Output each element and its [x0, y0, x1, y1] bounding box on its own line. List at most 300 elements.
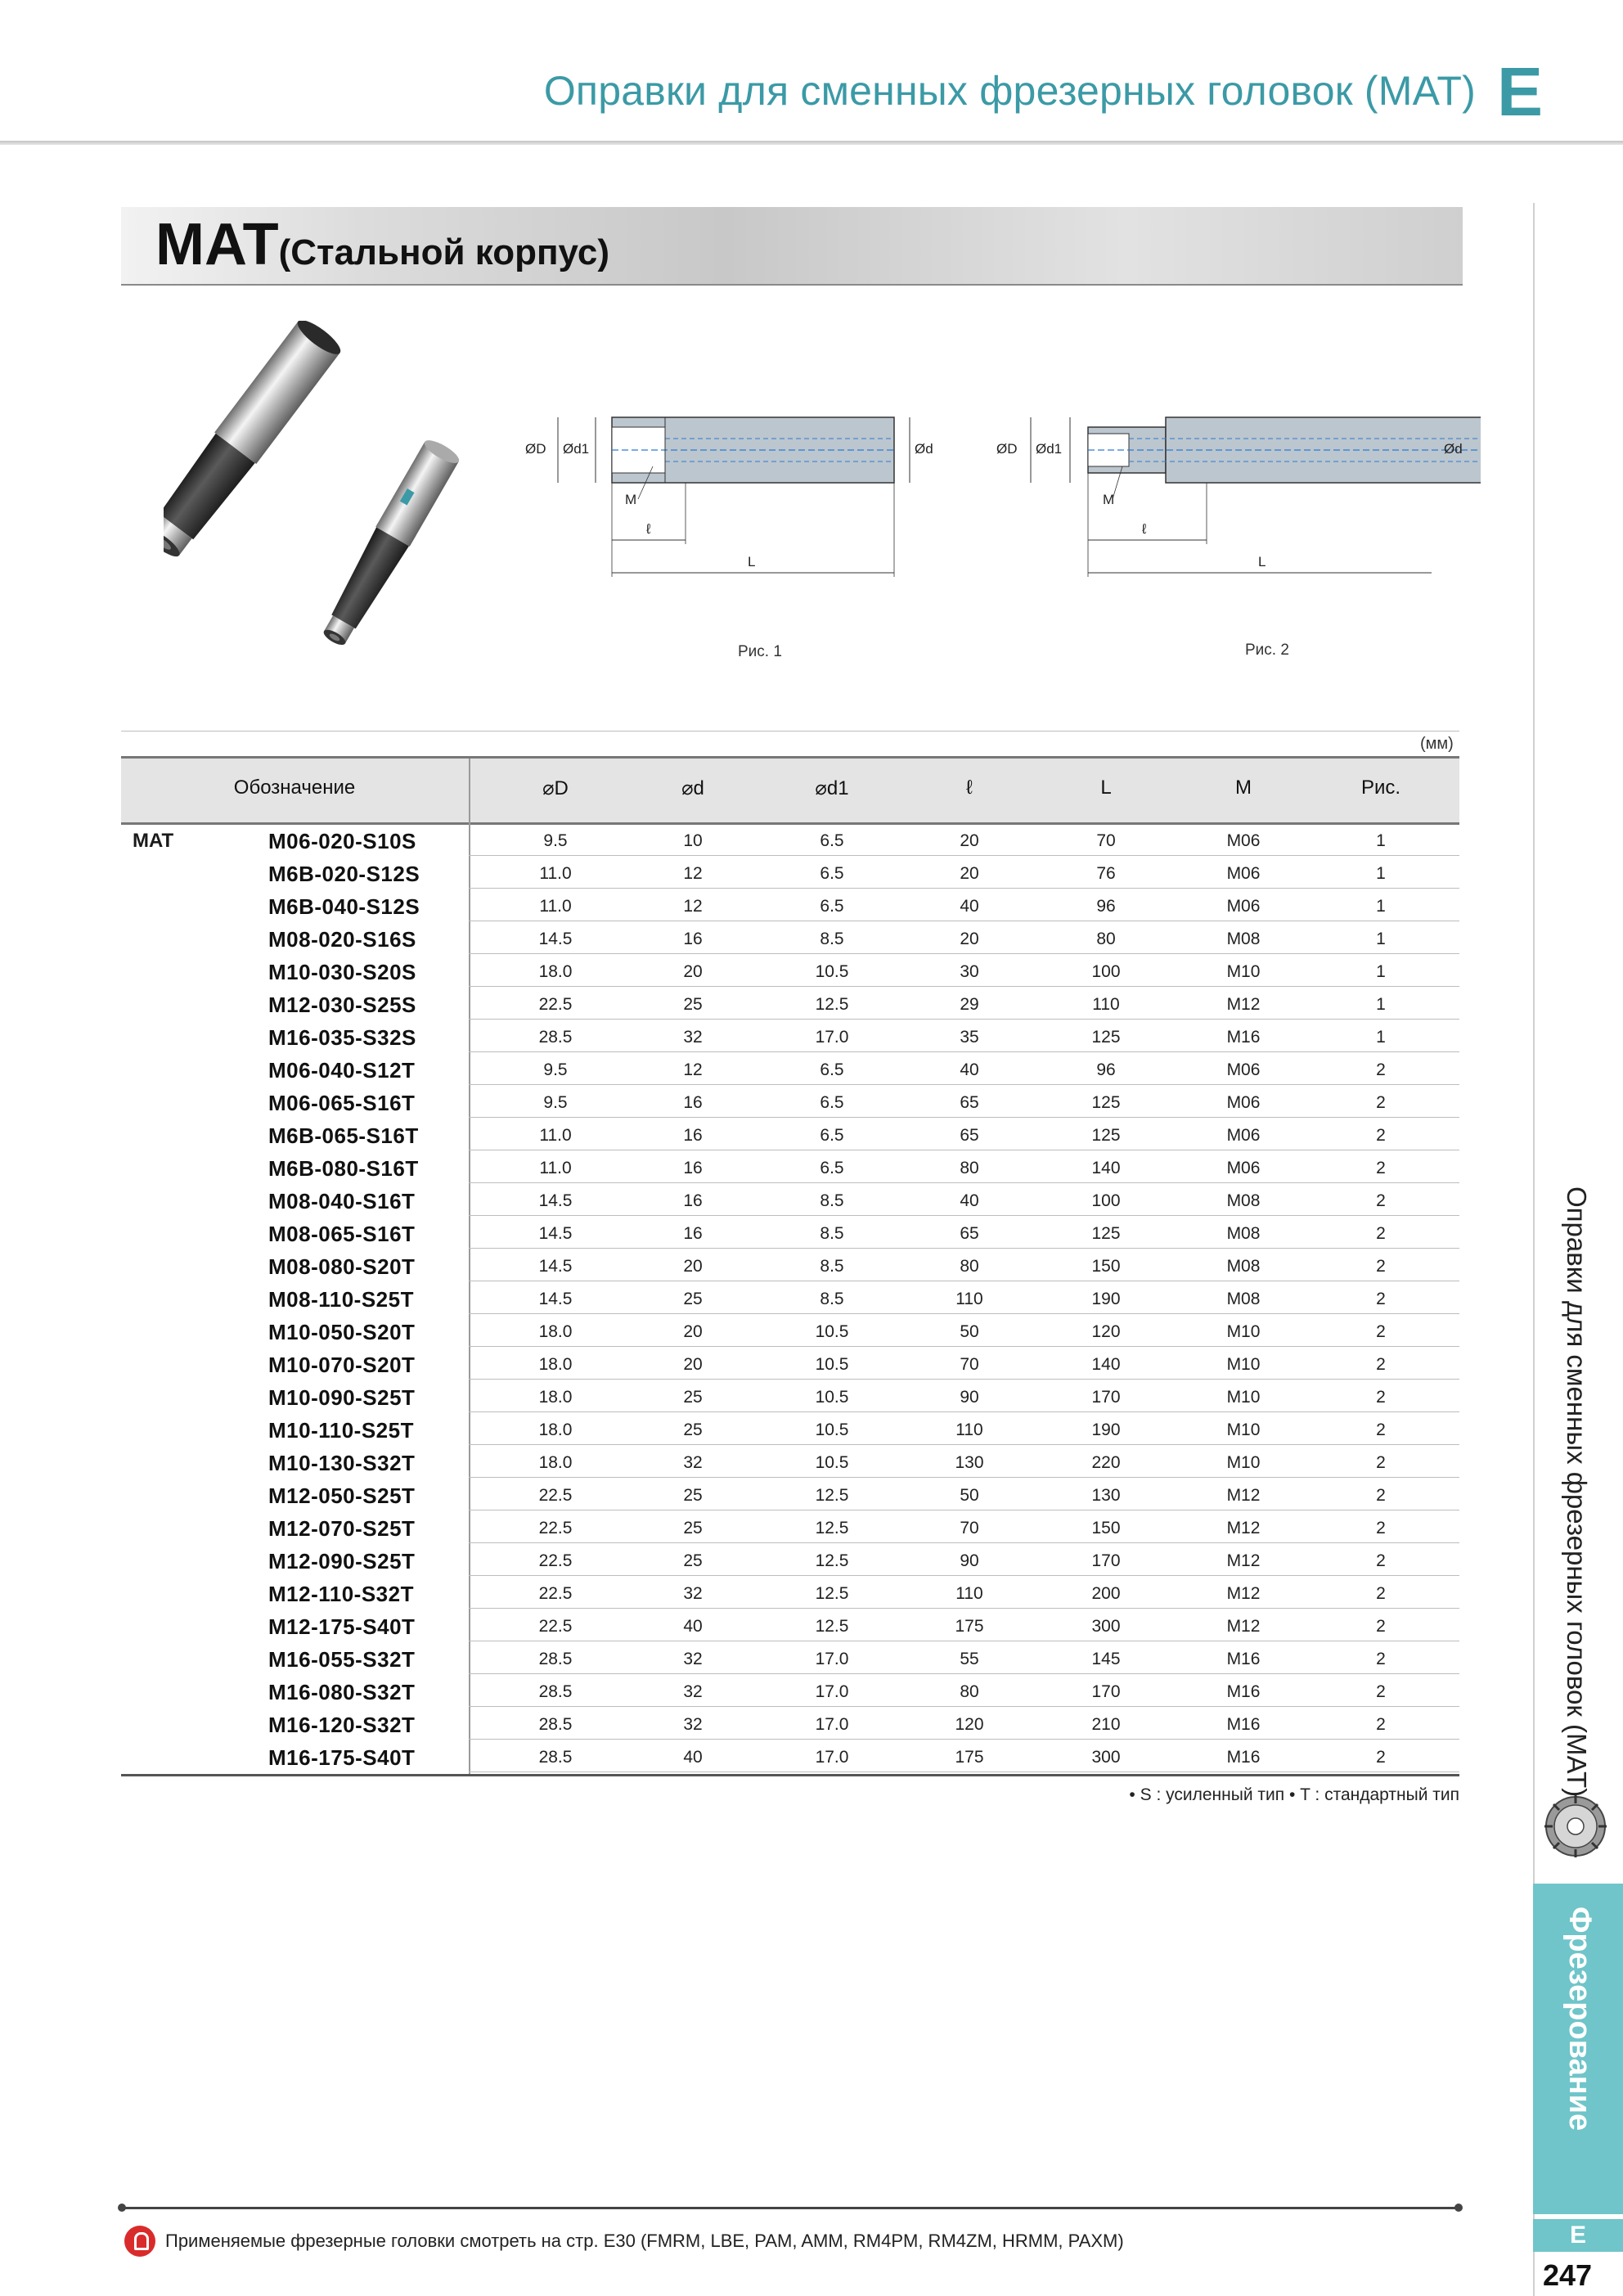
d1-cell: 10.5	[815, 1355, 849, 1374]
d-cell: 16	[683, 1093, 703, 1112]
L-cell: 150	[1091, 1519, 1121, 1537]
d-cell: 32	[683, 1453, 703, 1472]
fig1-label-M: M	[625, 492, 637, 507]
L-cell: 200	[1091, 1584, 1121, 1603]
D-cell: 14.5	[538, 1191, 573, 1210]
designation-cell: M6B-065-S16T	[268, 1123, 419, 1148]
designation-cell: M08-020-S16S	[268, 927, 416, 952]
table-row	[121, 1380, 1459, 1412]
fig-cell: 2	[1376, 1257, 1386, 1276]
d-cell: 10	[683, 831, 703, 850]
D-cell: 22.5	[538, 1617, 573, 1636]
fig1-label-D: ØD	[525, 441, 546, 457]
footer-divider	[121, 2207, 1459, 2209]
M-cell: M10	[1226, 1388, 1261, 1407]
l-cell: 110	[955, 1420, 983, 1439]
D-cell: 22.5	[538, 1486, 573, 1505]
d-cell: 25	[683, 995, 703, 1014]
header-fig: Рис.	[1360, 777, 1401, 799]
header-D: ⌀D	[542, 777, 569, 799]
M-cell: M16	[1226, 1715, 1261, 1734]
fig-cell: 2	[1376, 1355, 1386, 1374]
d-cell: 20	[683, 1322, 703, 1341]
d-cell: 40	[683, 1748, 703, 1767]
designation-cell: M16-035-S32S	[268, 1025, 416, 1050]
d1-cell: 12.5	[815, 1551, 849, 1570]
milling-cutter-icon	[1541, 1792, 1610, 1861]
fig-cell: 1	[1376, 930, 1386, 948]
D-cell: 18.0	[538, 1322, 573, 1341]
fig2-label-D: ØD	[996, 441, 1018, 457]
l-cell: 65	[960, 1224, 979, 1243]
header-d1: ⌀d1	[815, 777, 849, 799]
d-cell: 16	[683, 1159, 703, 1177]
l-cell: 20	[960, 831, 979, 850]
designation-cell: M06-040-S12T	[268, 1058, 416, 1083]
d-cell: 16	[683, 1126, 703, 1145]
d-cell: 32	[683, 1715, 703, 1734]
D-cell: 9.5	[543, 1060, 568, 1079]
table-row	[121, 987, 1459, 1020]
D-cell: 11.0	[539, 1126, 572, 1145]
info-pin-icon	[124, 2226, 155, 2257]
M-cell: M10	[1226, 1420, 1261, 1439]
l-cell: 29	[960, 995, 979, 1014]
d-cell: 25	[683, 1420, 703, 1439]
table-row	[121, 1052, 1459, 1085]
designation-cell: M12-110-S32T	[268, 1582, 414, 1606]
designation-cell: M6B-080-S16T	[268, 1156, 419, 1181]
l-cell: 35	[960, 1028, 979, 1047]
D-cell: 28.5	[538, 1715, 573, 1734]
M-cell: M08	[1226, 930, 1261, 948]
designation-cell: M08-065-S16T	[268, 1222, 416, 1246]
M-cell: M06	[1226, 864, 1261, 883]
designation-cell: M6B-020-S12S	[268, 862, 420, 886]
L-cell: 150	[1091, 1257, 1121, 1276]
M-cell: M08	[1226, 1191, 1261, 1210]
L-cell: 96	[1096, 897, 1116, 916]
fig-cell: 2	[1376, 1224, 1386, 1243]
d-cell: 12	[683, 1060, 703, 1079]
l-cell: 110	[955, 1290, 983, 1308]
D-cell: 28.5	[538, 1748, 573, 1767]
fig-cell: 1	[1376, 831, 1386, 850]
fig2-label-d: Ød	[1444, 441, 1463, 457]
designation-cell: M10-050-S20T	[268, 1320, 416, 1344]
units-label: (мм)	[1420, 735, 1454, 753]
drawing-fig2	[990, 409, 1481, 589]
designation-cell: M12-175-S40T	[268, 1614, 416, 1639]
L-cell: 100	[1091, 1191, 1121, 1210]
l-cell: 90	[960, 1388, 979, 1407]
l-cell: 80	[960, 1257, 979, 1276]
section-tab-letter: E	[1533, 2219, 1623, 2252]
fig-cell: 2	[1376, 1748, 1386, 1767]
d-cell: 32	[683, 1650, 703, 1668]
l-cell: 50	[960, 1486, 979, 1505]
d1-cell: 10.5	[815, 1388, 849, 1407]
header-L: L	[1100, 777, 1112, 799]
l-cell: 110	[955, 1584, 983, 1603]
l-cell: 40	[960, 1060, 979, 1079]
type-legend: • S : усиленный тип • T : стандартный тип	[1129, 1785, 1459, 1804]
holder-large	[164, 321, 345, 565]
L-cell: 100	[1091, 962, 1121, 981]
d1-cell: 17.0	[815, 1682, 849, 1701]
L-cell: 300	[1091, 1617, 1121, 1636]
d-cell: 12	[683, 897, 703, 916]
d1-cell: 10.5	[815, 1420, 849, 1439]
d1-cell: 6.5	[820, 1126, 844, 1145]
table-row	[121, 1740, 1459, 1772]
fig-cell: 2	[1376, 1290, 1386, 1308]
footer-dot-left	[118, 2204, 126, 2212]
M-cell: M12	[1226, 1519, 1261, 1537]
table-row	[121, 1150, 1459, 1183]
d1-cell: 12.5	[815, 1519, 849, 1537]
d-cell: 32	[683, 1028, 703, 1047]
M-cell: M16	[1226, 1028, 1261, 1047]
d1-cell: 6.5	[820, 897, 844, 916]
L-cell: 210	[1091, 1715, 1121, 1734]
designation-cell: M10-130-S32T	[268, 1451, 416, 1475]
designation-cell: M16-120-S32T	[268, 1713, 416, 1737]
l-cell: 80	[960, 1682, 979, 1701]
table-row	[121, 1641, 1459, 1674]
fig2-caption: Рис. 2	[1245, 642, 1289, 659]
L-cell: 125	[1091, 1126, 1121, 1145]
d-cell: 12	[683, 864, 703, 883]
l-cell: 90	[960, 1551, 979, 1570]
M-cell: M08	[1226, 1224, 1261, 1243]
D-cell: 18.0	[538, 1355, 573, 1374]
table-row	[121, 1281, 1459, 1314]
d1-cell: 12.5	[815, 1584, 849, 1603]
l-cell: 40	[960, 897, 979, 916]
D-cell: 18.0	[538, 1388, 573, 1407]
banner-subtitle: (Стальной корпус)	[278, 232, 610, 272]
d-cell: 40	[683, 1617, 703, 1636]
rail-vertical-title	[1553, 1186, 1602, 1808]
d-cell: 25	[683, 1486, 703, 1505]
M-cell: M12	[1226, 1617, 1261, 1636]
d-cell: 25	[683, 1388, 703, 1407]
d-cell: 16	[683, 930, 703, 948]
series-label: MAT	[133, 830, 174, 852]
fig-cell: 2	[1376, 1388, 1386, 1407]
d1-cell: 12.5	[815, 1486, 849, 1505]
header-d: ⌀d	[681, 777, 704, 799]
fig2-label-d1: Ød1	[1036, 441, 1063, 457]
D-cell: 22.5	[538, 1519, 573, 1537]
L-cell: 125	[1091, 1028, 1121, 1047]
fig-cell: 2	[1376, 1551, 1386, 1570]
D-cell: 28.5	[538, 1650, 573, 1668]
fig1-label-L: L	[748, 554, 756, 569]
fig2-label-L: L	[1258, 554, 1266, 569]
l-cell: 70	[960, 1519, 979, 1537]
page-number: 247	[1543, 2258, 1593, 2292]
designation-cell: M10-110-S25T	[268, 1418, 414, 1443]
table-row	[121, 1510, 1459, 1543]
table-row	[121, 1478, 1459, 1510]
D-cell: 14.5	[538, 930, 573, 948]
header-l: ℓ	[966, 777, 973, 799]
fig-cell: 2	[1376, 1060, 1386, 1079]
L-cell: 70	[1096, 831, 1116, 850]
designation-cell: M08-110-S25T	[268, 1287, 414, 1312]
L-cell: 125	[1091, 1224, 1121, 1243]
table-row	[121, 1085, 1459, 1118]
L-cell: 125	[1091, 1093, 1121, 1112]
l-cell: 175	[955, 1748, 984, 1767]
section-tab[interactable]	[1533, 1884, 1623, 2214]
M-cell: M10	[1226, 1322, 1261, 1341]
table-row	[121, 1347, 1459, 1380]
fig-cell: 2	[1376, 1420, 1386, 1439]
fig-cell: 2	[1376, 1093, 1386, 1112]
M-cell: M08	[1226, 1290, 1261, 1308]
M-cell: M06	[1226, 1093, 1261, 1112]
M-cell: M08	[1226, 1257, 1261, 1276]
d1-cell: 8.5	[820, 930, 844, 948]
fig-cell: 1	[1376, 1028, 1386, 1047]
fig-cell: 1	[1376, 962, 1386, 981]
fig-cell: 2	[1376, 1453, 1386, 1472]
l-cell: 120	[955, 1715, 984, 1734]
d1-cell: 12.5	[815, 1617, 849, 1636]
fig2-label-l: ℓ	[1142, 521, 1147, 537]
M-cell: M12	[1226, 995, 1261, 1014]
table-row	[121, 1183, 1459, 1216]
banner-product: MAT	[155, 212, 279, 277]
l-cell: 80	[960, 1159, 979, 1177]
d1-cell: 10.5	[815, 1453, 849, 1472]
d1-cell: 6.5	[820, 831, 844, 850]
D-cell: 11.0	[539, 864, 572, 883]
table-row	[121, 823, 1459, 856]
header-divider	[0, 141, 1623, 145]
l-cell: 50	[960, 1322, 979, 1341]
M-cell: M16	[1226, 1650, 1261, 1668]
D-cell: 18.0	[538, 962, 573, 981]
table-row	[121, 954, 1459, 987]
table-row	[121, 1249, 1459, 1281]
D-cell: 9.5	[543, 831, 568, 850]
table-row	[121, 1020, 1459, 1052]
fig-cell: 2	[1376, 1584, 1386, 1603]
L-cell: 190	[1091, 1290, 1121, 1308]
d1-cell: 17.0	[815, 1650, 849, 1668]
holder-small	[315, 436, 462, 651]
fig-cell: 2	[1376, 1650, 1386, 1668]
d-cell: 16	[683, 1224, 703, 1243]
table-row	[121, 1412, 1459, 1445]
section-letter: E	[1497, 53, 1544, 130]
fig-cell: 2	[1376, 1617, 1386, 1636]
fig-cell: 1	[1376, 864, 1386, 883]
M-cell: M12	[1226, 1551, 1261, 1570]
d1-cell: 10.5	[815, 1322, 849, 1341]
D-cell: 28.5	[538, 1028, 573, 1047]
table-row	[121, 1543, 1459, 1576]
D-cell: 11.0	[539, 897, 572, 916]
M-cell: M10	[1226, 1355, 1261, 1374]
table-row	[121, 1674, 1459, 1707]
D-cell: 18.0	[538, 1453, 573, 1472]
L-cell: 120	[1091, 1322, 1121, 1341]
l-cell: 130	[955, 1453, 984, 1472]
L-cell: 110	[1092, 995, 1120, 1014]
d1-cell: 17.0	[815, 1715, 849, 1734]
fig-cell: 2	[1376, 1715, 1386, 1734]
header-designation: Обозначение	[233, 777, 356, 799]
d1-cell: 8.5	[820, 1224, 844, 1243]
d1-cell: 6.5	[820, 1093, 844, 1112]
M-cell: M10	[1226, 1453, 1261, 1472]
l-cell: 40	[960, 1191, 979, 1210]
D-cell: 9.5	[543, 1093, 568, 1112]
d1-cell: 17.0	[815, 1748, 849, 1767]
designation-cell: M16-055-S32T	[268, 1647, 416, 1672]
designation-cell: M16-080-S32T	[268, 1680, 416, 1704]
fig-cell: 1	[1376, 897, 1386, 916]
M-cell: M12	[1226, 1486, 1261, 1505]
table-row	[121, 921, 1459, 954]
designation-cell: M06-065-S16T	[268, 1091, 416, 1115]
d1-cell: 8.5	[820, 1191, 844, 1210]
footer-dot-right	[1454, 2204, 1463, 2212]
l-cell: 20	[960, 864, 979, 883]
L-cell: 96	[1096, 1060, 1116, 1079]
fig1-label-d1: Ød1	[563, 441, 590, 457]
d1-cell: 8.5	[820, 1290, 844, 1308]
l-cell: 30	[960, 962, 979, 981]
l-cell: 65	[960, 1126, 979, 1145]
M-cell: M06	[1226, 897, 1261, 916]
d-cell: 20	[683, 962, 703, 981]
D-cell: 18.0	[538, 1420, 573, 1439]
D-cell: 22.5	[538, 1551, 573, 1570]
D-cell: 14.5	[538, 1290, 573, 1308]
table-row	[121, 1445, 1459, 1478]
d-cell: 25	[683, 1290, 703, 1308]
designation-cell: M12-030-S25S	[268, 993, 416, 1017]
M-cell: M06	[1226, 1159, 1261, 1177]
designation-cell: M06-020-S10S	[268, 829, 416, 853]
table-row	[121, 1609, 1459, 1641]
fig-cell: 2	[1376, 1191, 1386, 1210]
footer-reference: Применяемые фрезерные головки смотреть на стр. E30 (FMRM, LBE, PAM, AMM, RM4PM, RM4ZM, HRMM, PAXM)	[165, 2231, 1124, 2251]
table-row	[121, 1576, 1459, 1609]
table-row	[121, 1118, 1459, 1150]
d-cell: 25	[683, 1519, 703, 1537]
designation-cell: M12-050-S25T	[268, 1483, 416, 1508]
d-cell: 32	[683, 1584, 703, 1603]
L-cell: 170	[1091, 1551, 1121, 1570]
designation-cell: M10-030-S20S	[268, 960, 416, 984]
d1-cell: 8.5	[820, 1257, 844, 1276]
designation-cell: M12-070-S25T	[268, 1516, 416, 1541]
section-tab-label: Фрезерование	[1562, 1907, 1597, 2132]
designation-cell: M6B-040-S12S	[268, 894, 420, 919]
table-row	[121, 1314, 1459, 1347]
D-cell: 14.5	[538, 1257, 573, 1276]
d1-cell: 6.5	[820, 1060, 844, 1079]
fig1-caption: Рис. 1	[738, 643, 782, 660]
fig1-label-l: ℓ	[646, 521, 651, 537]
table-row	[121, 856, 1459, 889]
l-cell: 55	[960, 1650, 979, 1668]
banner-heading	[155, 211, 609, 278]
fig-cell: 2	[1376, 1519, 1386, 1537]
L-cell: 300	[1091, 1748, 1121, 1767]
d1-cell: 17.0	[815, 1028, 849, 1047]
d-cell: 16	[683, 1191, 703, 1210]
D-cell: 22.5	[538, 995, 573, 1014]
L-cell: 76	[1096, 864, 1116, 883]
d1-cell: 6.5	[820, 864, 844, 883]
table-row	[121, 1216, 1459, 1249]
designation-cell: M08-040-S16T	[268, 1189, 416, 1213]
L-cell: 145	[1091, 1650, 1121, 1668]
M-cell: M10	[1226, 962, 1261, 981]
D-cell: 22.5	[538, 1584, 573, 1603]
fig-cell: 2	[1376, 1159, 1386, 1177]
L-cell: 220	[1091, 1453, 1121, 1472]
L-cell: 130	[1091, 1486, 1121, 1505]
l-cell: 20	[960, 930, 979, 948]
l-cell: 175	[955, 1617, 984, 1636]
rail-vertical-text: Оправки для сменных фрезерных головок (MAT)	[1562, 1186, 1592, 1798]
d1-cell: 6.5	[820, 1159, 844, 1177]
D-cell: 14.5	[538, 1224, 573, 1243]
table-top-divider	[121, 731, 1459, 732]
designation-cell: M10-070-S20T	[268, 1353, 416, 1377]
d-cell: 32	[683, 1682, 703, 1701]
page-title: Оправки для сменных фрезерных головок (MAT)	[543, 68, 1476, 114]
M-cell: M06	[1226, 1126, 1261, 1145]
designation-cell: M08-080-S20T	[268, 1254, 416, 1279]
designation-cell: M10-090-S25T	[268, 1385, 416, 1410]
d-cell: 20	[683, 1355, 703, 1374]
l-cell: 70	[960, 1355, 979, 1374]
designation-cell: M16-175-S40T	[268, 1745, 416, 1770]
fig-cell: 2	[1376, 1126, 1386, 1145]
table-bottom-divider	[121, 1774, 1459, 1776]
M-cell: M16	[1226, 1748, 1261, 1767]
fig1-label-d: Ød	[915, 441, 933, 457]
fig-cell: 1	[1376, 995, 1386, 1014]
fig-cell: 2	[1376, 1682, 1386, 1701]
d1-cell: 10.5	[815, 962, 849, 981]
L-cell: 140	[1091, 1355, 1121, 1374]
L-cell: 190	[1091, 1420, 1121, 1439]
table-row	[121, 889, 1459, 921]
M-cell: M06	[1226, 831, 1261, 850]
d1-cell: 12.5	[815, 995, 849, 1014]
fig-cell: 2	[1376, 1322, 1386, 1341]
designation-cell: M12-090-S25T	[268, 1549, 416, 1573]
l-cell: 65	[960, 1093, 979, 1112]
fig-cell: 2	[1376, 1486, 1386, 1505]
D-cell: 28.5	[538, 1682, 573, 1701]
L-cell: 170	[1091, 1388, 1121, 1407]
header-M: M	[1235, 777, 1252, 799]
M-cell: M12	[1226, 1584, 1261, 1603]
drawing-fig1	[515, 409, 957, 589]
